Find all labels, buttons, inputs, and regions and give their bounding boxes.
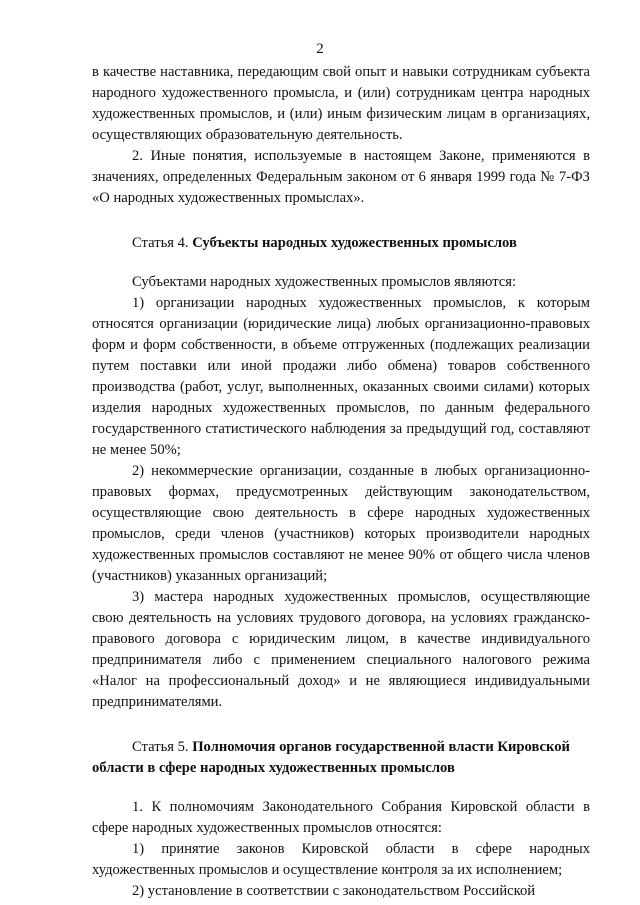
paragraph-power-1: 1) принятие законов Кировской области в сфере народных художественных промыслов и осуществление контроля за их исполнением; [92,841,590,878]
paragraph-subjects-intro: Субъектами народных художественных промыслов являются: [132,274,517,290]
paragraph-power-2: 2) установление в соответствии с законодательством Российской [132,883,536,899]
article-4-heading [92,233,590,254]
article-5-label: Статья 5. [132,739,189,755]
document-body [92,62,590,902]
paragraph-powers-intro: 1. К полномочиям Законодательного Собрания Кировской области в сфере народных художественных промыслов относятся: [92,799,590,836]
page-number: 2 [316,41,324,57]
article-4-label: Статья 4. [132,235,189,251]
article-5-heading [92,737,590,779]
paragraph-subject-2: 2) некоммерческие организации, созданные в любых организационно-правовых формах, предусмотренных действующим законодательством, осуществляющие свою деятельность в сфере народных художественных промыслов, среди членов (участников) которых производители народных художественных промыслов составляют не менее 90% от общего числа членов (участников) указанных организаций; [92,463,590,584]
paragraph-continuation: в качестве наставника, передающим свой опыт и навыки сотрудникам субъекта народного художественного промысла, и (или) сотрудникам центра народных художественных промыслов, и (или) иным физическим лицам в организациях, осуществляющих образовательную деятельность. [92,64,590,143]
paragraph-subject-3: 3) мастера народных художественных промыслов, осуществляющие свою деятельность на условиях трудового договора, на условиях гражданско-правового договора с юридическим лицом, в качестве индивидуального предпринимателя либо с применением специального налогового режима «Налог на профессиональный доход» и не являющиеся индивидуальными предпринимателями. [92,589,590,710]
article-5-title: Полномочия органов государственной власти Кировской области в сфере народных художественных промыслов [92,739,570,776]
paragraph-definitions: 2. Иные понятия, используемые в настоящем Законе, применяются в значениях, определенных Федеральным законом от 6 января 1999 года № 7-ФЗ «О народных художественных промыслах». [92,148,590,206]
article-4-title: Субъекты народных художественных промыслов [192,235,517,251]
paragraph-subject-1: 1) организации народных художественных промыслов, к которым относятся организации (юридические лица) любых организационно-правовых форм и форм собственности, в объеме отгруженных (подлежащих реализации путем поставки или иной продажи либо обмена) товаров собственного производства (работ, услуг, выполненных, оказанных своими силами) которых изделия народных художественных промыслов, по данным федерального государственного статистического наблюдения за предыдущий год, составляют не менее 50%; [92,295,590,458]
